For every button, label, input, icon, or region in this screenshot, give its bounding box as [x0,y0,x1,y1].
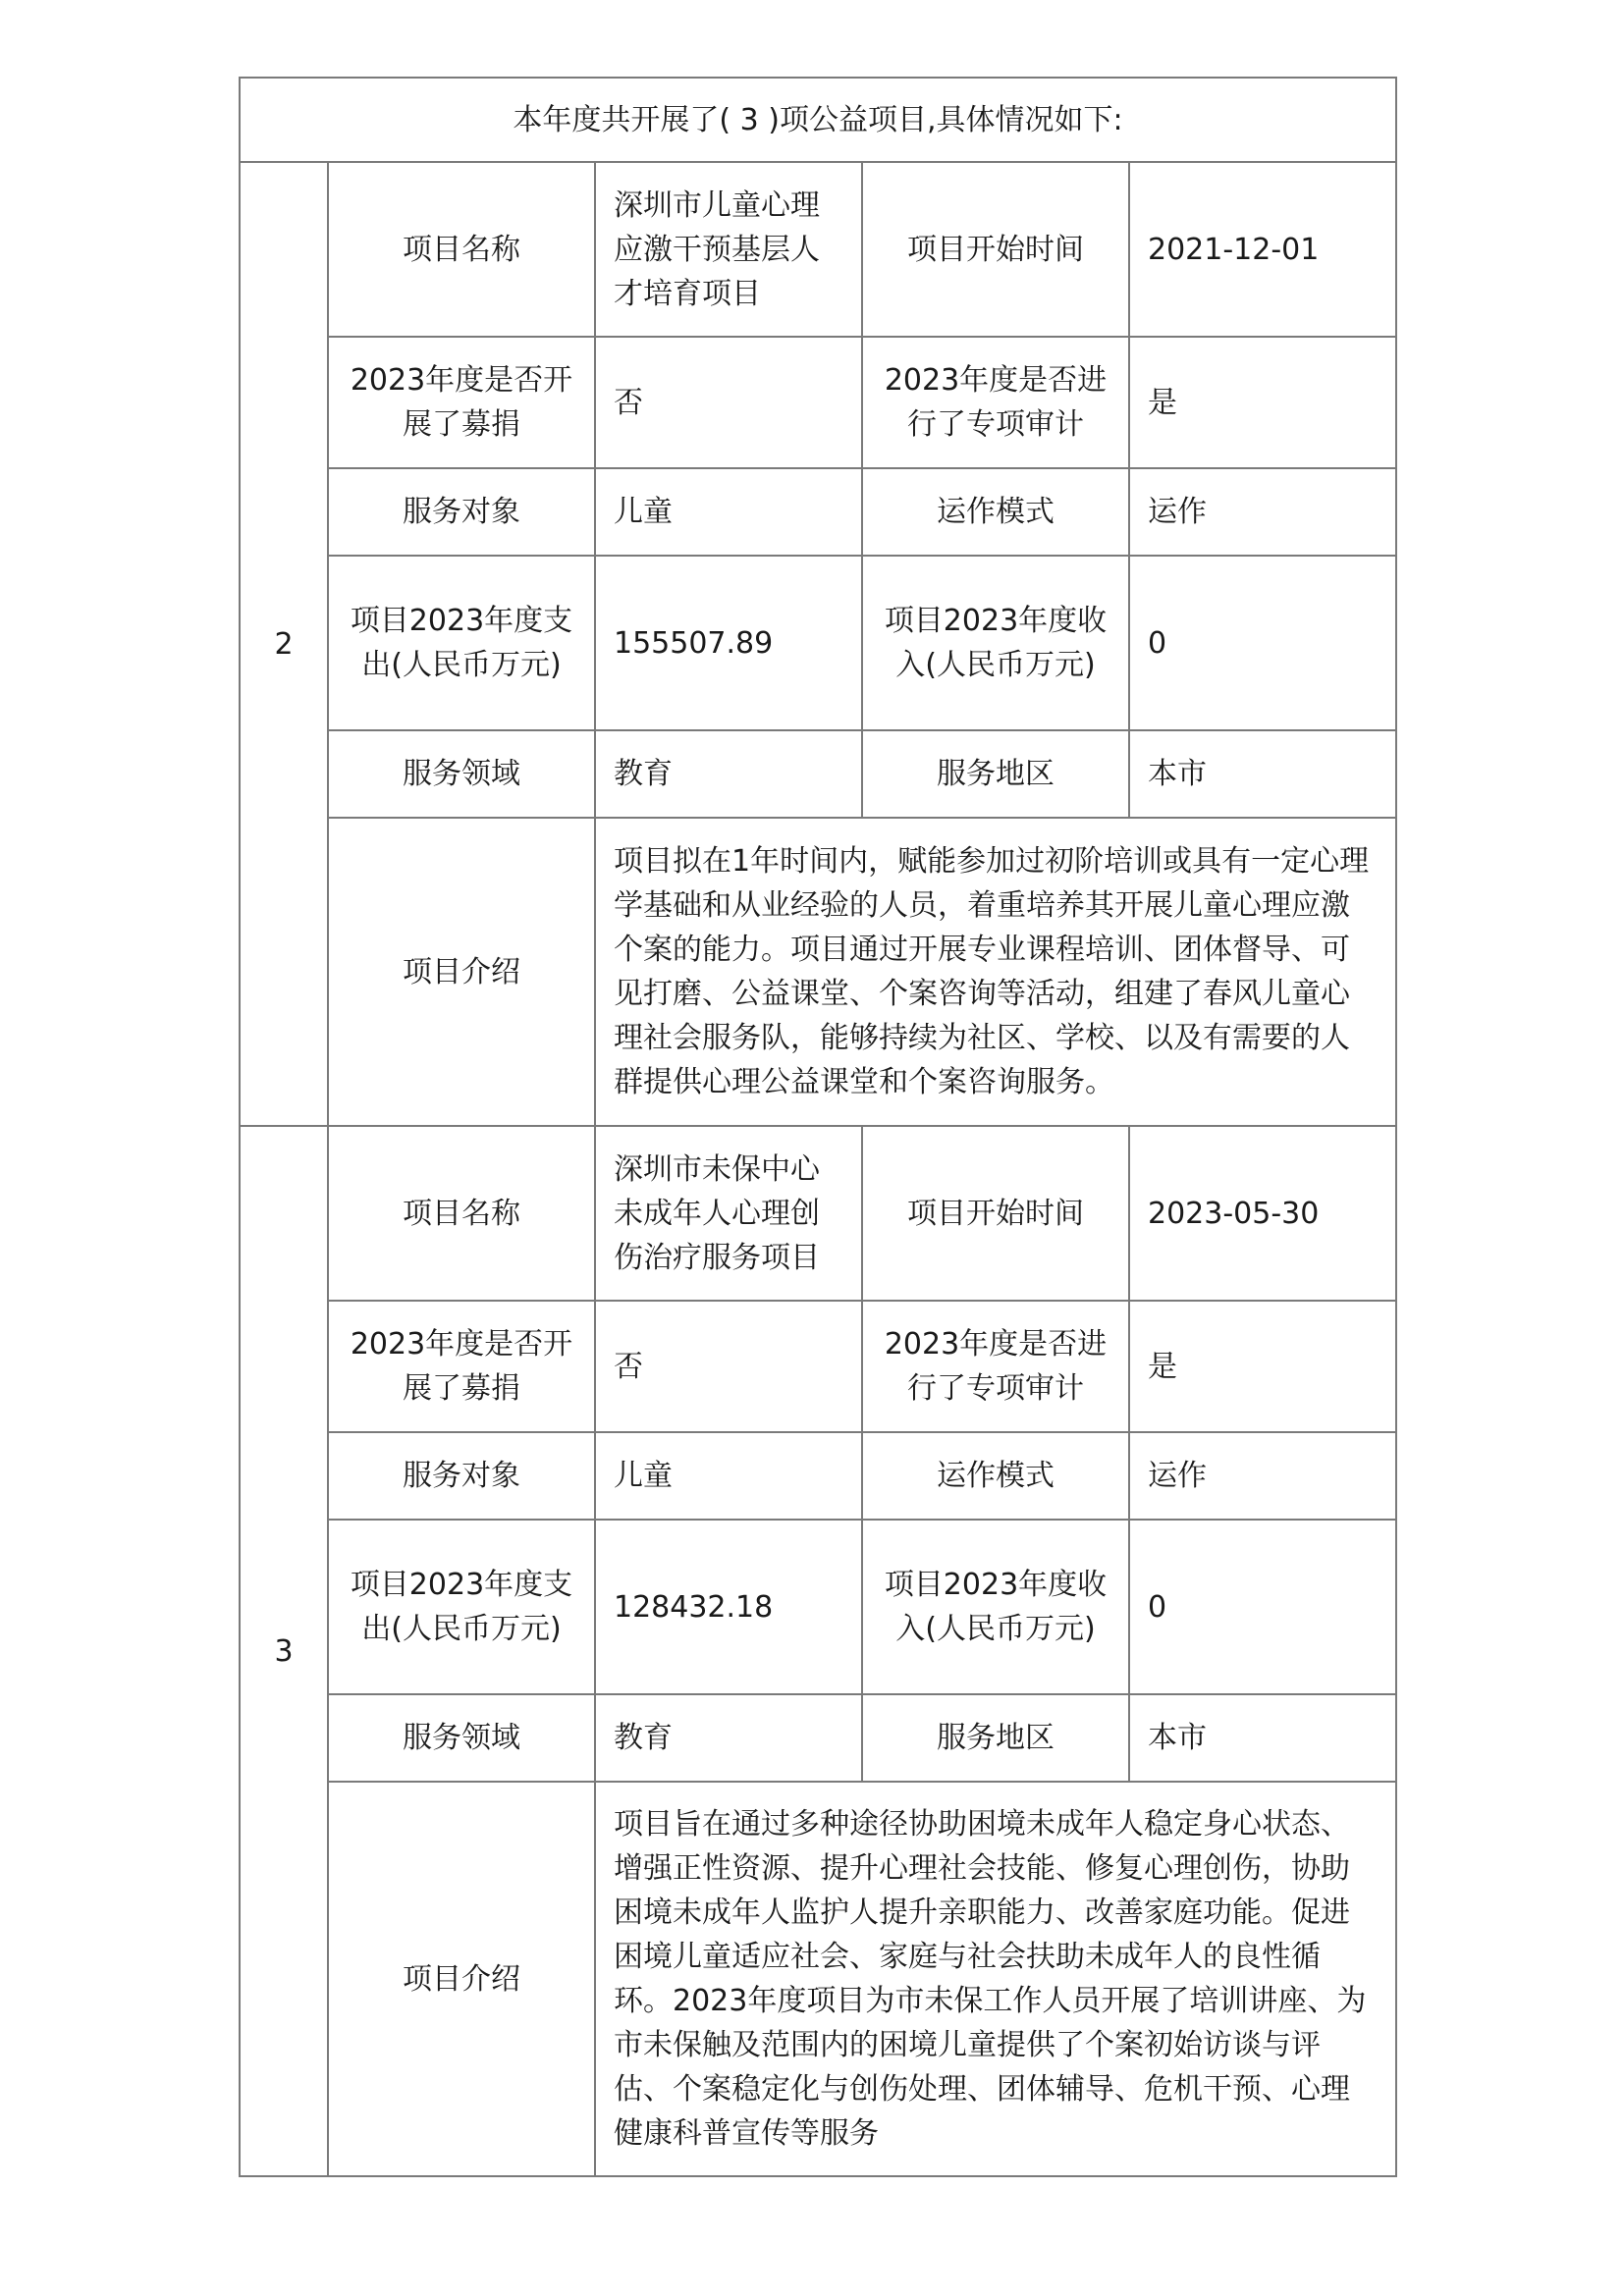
target-label: 服务对象 [328,468,595,556]
project-index: 3 [240,1126,328,2176]
name-label: 项目名称 [328,1126,595,1301]
start-label: 项目开始时间 [862,1126,1129,1301]
expense-label: 项目2023年度支出(人民币万元) [328,556,595,730]
region-value: 本市 [1129,1694,1396,1782]
region-value: 本市 [1129,730,1396,818]
income-label: 项目2023年度收入(人民币万元) [862,556,1129,730]
table-row [240,730,1396,818]
project-table [239,77,1397,2177]
table-row [240,1126,1396,1301]
expense-value: 155507.89 [595,556,862,730]
audit-label: 2023年度是否进行了专项审计 [862,337,1129,468]
target-value: 儿童 [595,1432,862,1520]
expense-label: 项目2023年度支出(人民币万元) [328,1520,595,1694]
mode-value: 运作 [1129,468,1396,556]
audit-label: 2023年度是否进行了专项审计 [862,1301,1129,1432]
table-header-row [240,78,1396,162]
fundraise-value: 否 [595,1301,862,1432]
project-intro: 项目拟在1年时间内，赋能参加过初阶培训或具有一定心理学基础和从业经验的人员，着重培养其开展儿童心理应激个案的能力。项目通过开展专业课程培训、团体督导、可见打磨、公益课堂、个案咨询等活动，组建了春风儿童心理社会服务队，能够持续为社区、学校、以及有需要的人群提供心理公益课堂和个案咨询服务。 [595,818,1396,1126]
project-name: 深圳市儿童心理应激干预基层人才培育项目 [595,162,862,337]
table-row [240,1520,1396,1694]
income-value: 0 [1129,556,1396,730]
income-label: 项目2023年度收入(人民币万元) [862,1520,1129,1694]
region-label: 服务地区 [862,1694,1129,1782]
audit-value: 是 [1129,1301,1396,1432]
table-row [240,1782,1396,2176]
audit-value: 是 [1129,337,1396,468]
fundraise-label: 2023年度是否开展了募捐 [328,1301,595,1432]
income-value: 0 [1129,1520,1396,1694]
target-label: 服务对象 [328,1432,595,1520]
start-date: 2021-12-01 [1129,162,1396,337]
table-row [240,1694,1396,1782]
table-row [240,1301,1396,1432]
name-label: 项目名称 [328,162,595,337]
field-label: 服务领域 [328,1694,595,1782]
table-row [240,468,1396,556]
intro-label: 项目介绍 [328,818,595,1126]
mode-label: 运作模式 [862,468,1129,556]
fundraise-value: 否 [595,337,862,468]
target-value: 儿童 [595,468,862,556]
mode-label: 运作模式 [862,1432,1129,1520]
field-value: 教育 [595,1694,862,1782]
mode-value: 运作 [1129,1432,1396,1520]
expense-value: 128432.18 [595,1520,862,1694]
region-label: 服务地区 [862,730,1129,818]
table-row [240,162,1396,337]
field-label: 服务领域 [328,730,595,818]
table-row [240,556,1396,730]
table-row [240,818,1396,1126]
table-header: 本年度共开展了( 3 )项公益项目,具体情况如下: [240,78,1396,162]
project-intro: 项目旨在通过多种途径协助困境未成年人稳定身心状态、增强正性资源、提升心理社会技能、修复心理创伤，协助困境未成年人监护人提升亲职能力、改善家庭功能。促进困境儿童适应社会、家庭与社会扶助未成年人的良性循环。2023年度项目为市未保工作人员开展了培训讲座、为市未保触及范围内的困境儿童提供了个案初始访谈与评估、个案稳定化与创伤处理、团体辅导、危机干预、心理健康科普宣传等服务 [595,1782,1396,2176]
table-row [240,337,1396,468]
intro-label: 项目介绍 [328,1782,595,2176]
field-value: 教育 [595,730,862,818]
start-label: 项目开始时间 [862,162,1129,337]
fundraise-label: 2023年度是否开展了募捐 [328,337,595,468]
table-row [240,1432,1396,1520]
project-name: 深圳市未保中心未成年人心理创伤治疗服务项目 [595,1126,862,1301]
start-date: 2023-05-30 [1129,1126,1396,1301]
project-index: 2 [240,162,328,1126]
